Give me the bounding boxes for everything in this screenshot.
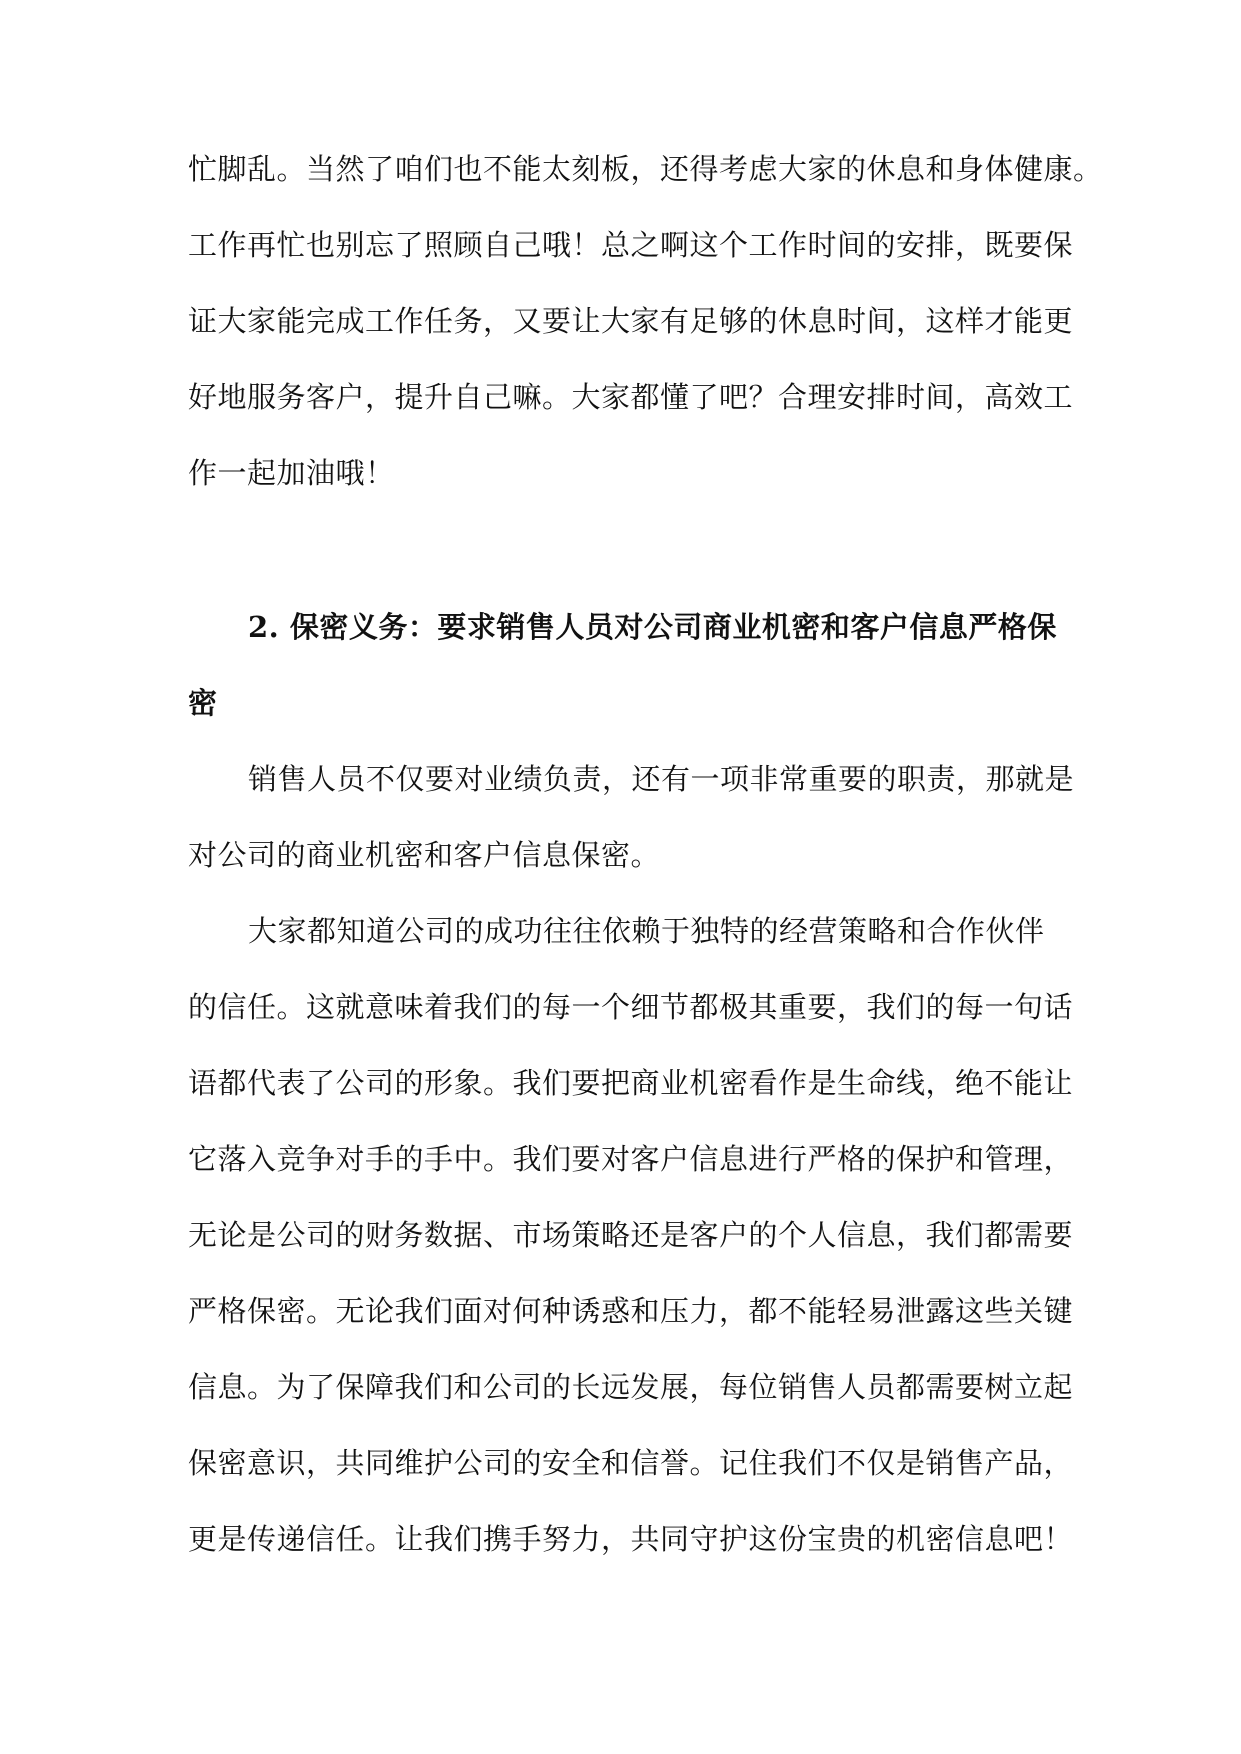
paragraph-line: 严格保密。无论我们面对何种诱惑和压力，都不能轻易泄露这些关键: [188, 1294, 1074, 1328]
paragraph-line: 好地服务客户，提升自己嘛。大家都懂了吧？合理安排时间，高效工: [188, 380, 1074, 414]
document-body: [188, 142, 1103, 1588]
paragraph-line: 保密意识，共同维护公司的安全和信誉。记住我们不仅是销售产品，: [188, 1446, 1074, 1480]
paragraph-line: 对公司的商业机密和客户信息保密。: [188, 838, 661, 872]
paragraph-line: 无论是公司的财务数据、市场策略还是客户的个人信息，我们都需要: [188, 1218, 1074, 1252]
paragraph-line: 信息。为了保障我们和公司的长远发展，每位销售人员都需要树立起: [188, 1370, 1074, 1404]
paragraph-line: 忙脚乱。当然了咱们也不能太刻板，还得考虑大家的休息和身体健康。: [188, 152, 1103, 186]
paragraph-line: 作一起加油哦！: [188, 456, 395, 490]
paragraph-confidentiality-details: [188, 904, 1074, 1588]
heading-line: 2. 保密义务：要求销售人员对公司商业机密和客户信息严格保: [248, 610, 1057, 644]
paragraph-line: 证大家能完成工作任务，又要让大家有足够的休息时间，这样才能更: [188, 304, 1074, 338]
paragraph-line: 的信任。这就意味着我们的每一个细节都极其重要，我们的每一句话: [188, 990, 1074, 1024]
paragraph-line: 语都代表了公司的形象。我们要把商业机密看作是生命线，绝不能让: [188, 1066, 1074, 1100]
paragraph-line: 工作再忙也别忘了照顾自己哦！总之啊这个工作时间的安排，既要保: [188, 228, 1074, 262]
section-heading: [188, 600, 1060, 752]
heading-line: 密: [188, 686, 218, 720]
section-spacer: [188, 522, 1060, 600]
paragraph-confidentiality-intro: [188, 752, 1075, 904]
paragraph-line: 销售人员不仅要对业绩负责，还有一项非常重要的职责，那就是: [248, 762, 1075, 796]
paragraph-line: 大家都知道公司的成功往往依赖于独特的经营策略和合作伙伴: [248, 914, 1045, 948]
paragraph-line: 更是传递信任。让我们携手努力，共同守护这份宝贵的机密信息吧！: [188, 1522, 1074, 1556]
paragraph-line: 它落入竞争对手的手中。我们要对客户信息进行严格的保护和管理，: [188, 1142, 1074, 1176]
paragraph-work-hours: [188, 142, 1103, 522]
